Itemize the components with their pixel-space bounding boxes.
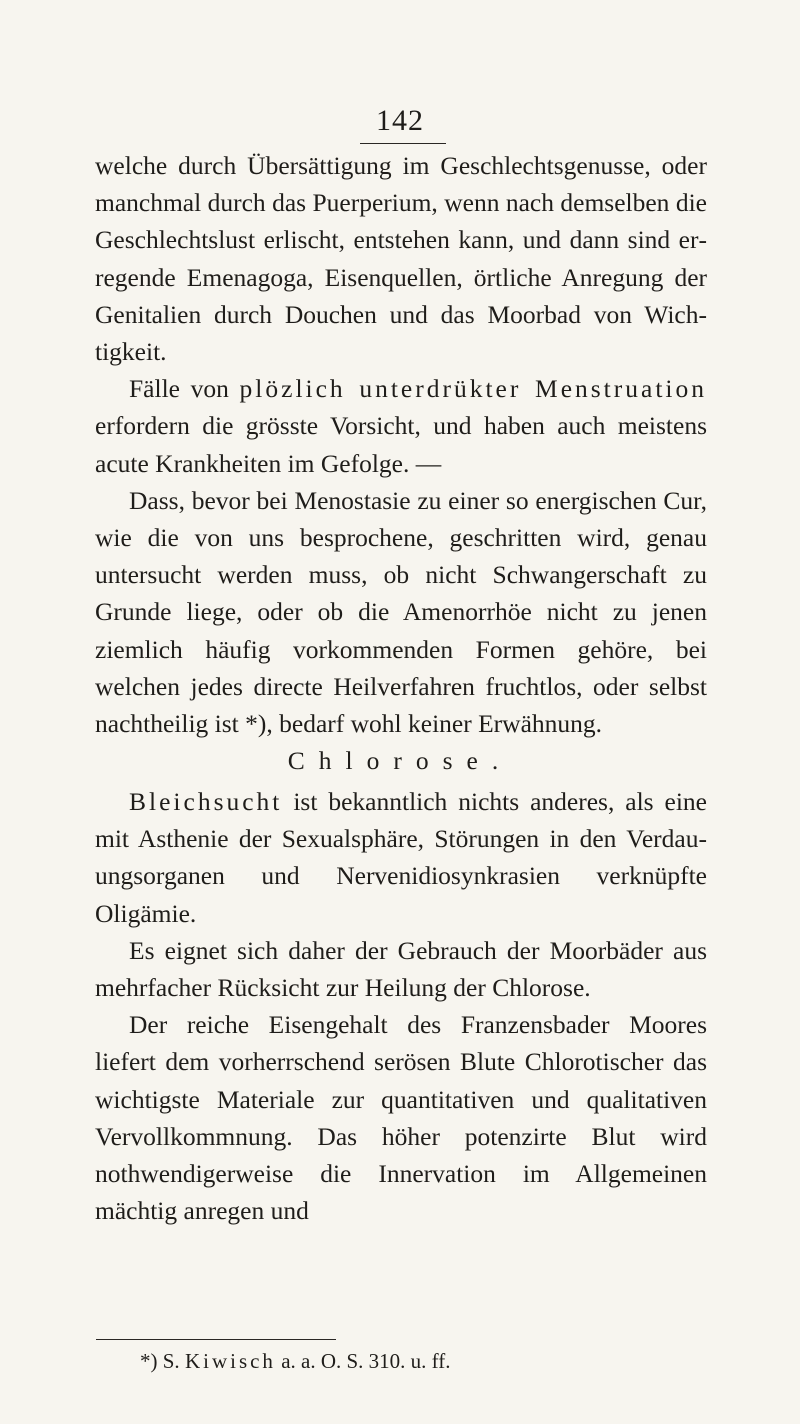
paragraph-4-rest: ist bekanntlich nichts anderes, als eine mit Asthenie der Sexualsphäre, Störungen in den Verdauungsorganen und Nervenidiosynkrasien verknüpfte Oligämie. <box>95 787 707 928</box>
footnote-author: Kiwisch <box>184 1349 276 1373</box>
footnote-rule <box>96 1339 336 1340</box>
paragraph-2-lead: Fälle von <box>129 374 240 404</box>
paragraph-2 <box>95 370 707 482</box>
paragraph-6: Der reiche Eisengehalt des Franzensbader Moores liefert dem vorherrschend serösen Blute Chlorotischer das wichtigste Materiale zur quantitativen und qualitativen Vervollkommnung. Das höher potenzirte Blut wird nothwendigerweise die Innervation im Allgemeinen mächtig anregen und <box>95 1010 707 1226</box>
paragraph-2-rest: erfordern die grösste Vorsicht, und haben auch meistens acute Krankheiten im Gefolge. — <box>95 411 707 478</box>
footnote <box>140 1346 740 1376</box>
paragraph-3: Dass, bevor bei Menostasie zu einer so energischen Cur, wie die von uns besprochene, geschritten wird, genau untersucht werden muss, ob nicht Schwangerschaft zu Grunde liege, oder ob die Amenorrhöe nicht zu jenen ziemlich häufig vorkommenden Formen gehöre, bei welchen jedes directe Heilverfahren fruchtlos, oder selbst nachtheilig ist *), bedarf wohl keiner Erwähnung. <box>95 485 707 739</box>
paragraph-5: Es eignet sich daher der Gebrauch der Moorbäder aus mehrfacher Rücksicht zur Heilung der Chlorose. <box>95 935 707 1003</box>
header-rule <box>360 143 446 144</box>
body-text-bottom <box>95 783 707 1229</box>
body-text-top <box>95 147 707 742</box>
paragraph-1: welche durch Übersättigung im Geschlechtsgenusse, oder manchmal durch das Puerperium, wenn nach demselben die Geschlechtslust erlischt, entstehen kann, und dann sind erregende Emenagoga, Eisenquellen, örtliche Anregung der Genitalien durch Douchen und das Moorbad von Wichtigkeit. <box>95 151 707 367</box>
page-number: 142 <box>376 104 424 137</box>
footnote-reference: a. a. O. S. 310. u. ff. <box>275 1349 451 1373</box>
footnote-marker: *) S. <box>140 1349 185 1373</box>
emphasis-spaced: plözlich unterdrükter Menstruation <box>239 374 707 404</box>
emphasis-spaced: Bleichsucht <box>129 787 283 816</box>
section-heading: Chlorose. <box>287 746 513 775</box>
paragraph-4 <box>95 783 707 932</box>
